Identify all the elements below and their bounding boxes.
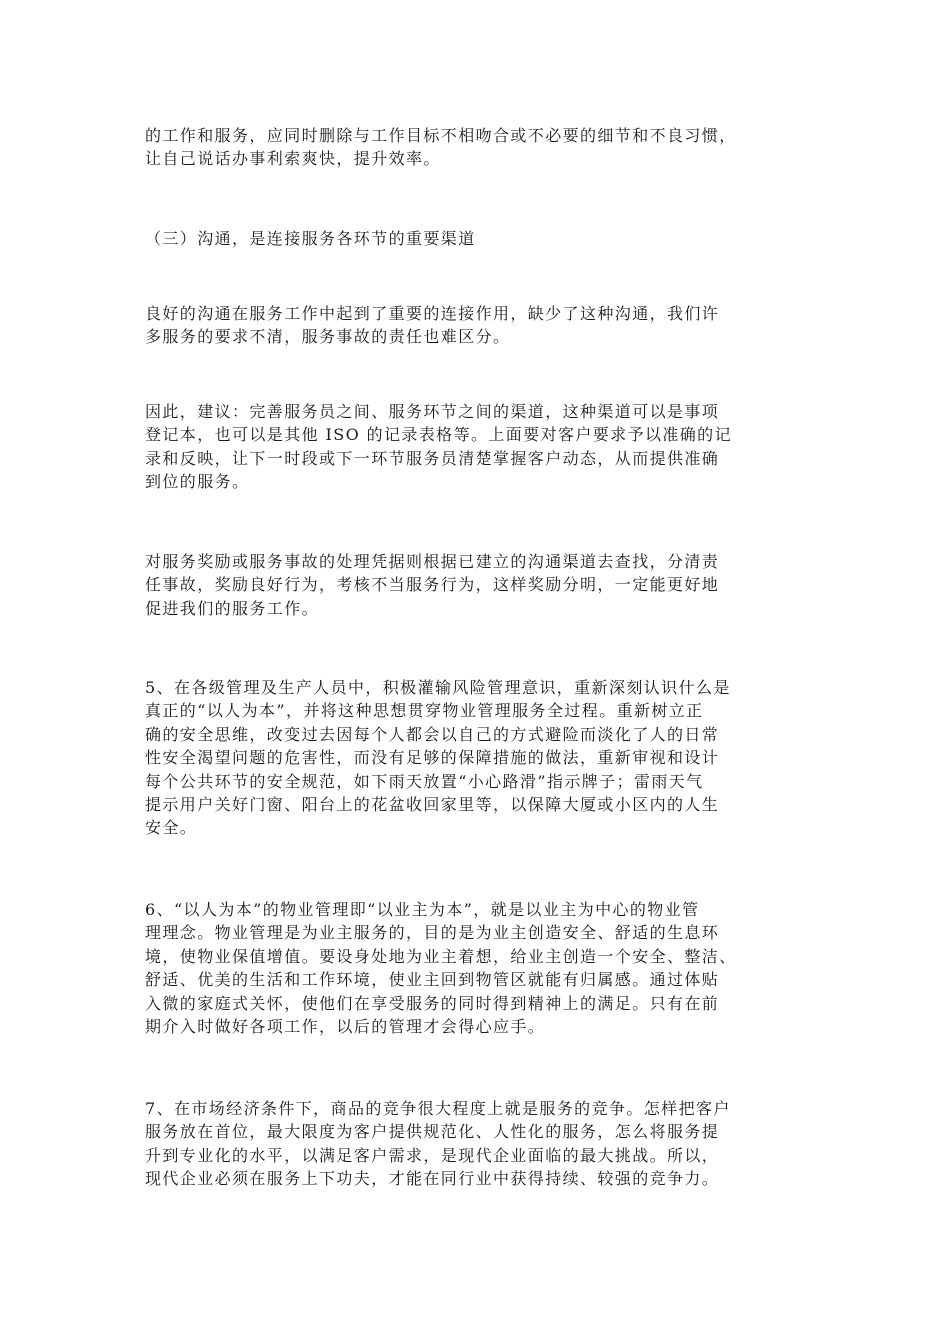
text-line: 多服务的要求不清，服务事故的责任也难区分。 xyxy=(145,327,511,347)
paragraph-item-5 xyxy=(145,676,815,840)
paragraph-reward-handling xyxy=(145,550,815,620)
paragraph-communication-role xyxy=(145,302,815,349)
text-line: 期介入时做好各项工作，以后的管理才会得心应手。 xyxy=(145,1017,546,1037)
text-line: 入微的家庭式关怀，使他们在享受服务的同时得到精神上的满足。只有在前 xyxy=(145,993,720,1013)
text-line: 舒适、优美的生活和工作环境，使业主回到物管区就能有归属感。通过体贴 xyxy=(145,970,720,990)
text-line: 性安全渴望问题的危害性，而没有足够的保障措施的做法，重新审视和设计 xyxy=(145,748,720,768)
text-line: 现代企业必须在服务上下功夫，才能在同行业中获得持续、较强的竞争力。 xyxy=(145,1169,720,1189)
text-line: 登记本，也可以是其他 ISO 的记录表格等。上面要对客户要求予以准确的记 xyxy=(145,425,732,445)
text-line: 提示用户关好门窗、阳台上的花盆收回家里等，以保障大厦或小区内的人生 xyxy=(145,795,720,815)
text-line: 到位的服务。 xyxy=(145,472,250,492)
text-line: 的工作和服务，应同时删除与工作目标不相吻合或不必要的细节和不良习惯， xyxy=(145,126,737,145)
text-line: 让自己说话办事利索爽快，提升效率。 xyxy=(145,149,441,169)
text-line: 境，使物业保值增值。要设身处地为业主着想，给业主创造一个安全、整洁、 xyxy=(145,946,737,966)
text-line: 理理念。物业管理是为业主服务的，目的是为业主创造安全、舒适的生息环 xyxy=(145,923,720,943)
text-line: 服务放在首位，最大限度为客户提供规范化、人性化的服务，怎么将服务提 xyxy=(145,1122,720,1142)
text-line: 每个公共环节的安全规范，如下雨天放置“小心路滑”指示牌子；雷雨天气 xyxy=(145,771,704,791)
section-heading-communication xyxy=(145,227,815,250)
text-line: 升到专业化的水平，以满足客户需求，是现代企业面临的最大挑战。所以， xyxy=(145,1145,720,1165)
heading-line: （三）沟通，是连接服务各环节的重要渠道 xyxy=(145,229,476,248)
paragraph-item-6 xyxy=(145,898,815,1038)
text-line: 录和反映，让下一时段或下一环节服务员清楚掌握客户动态，从而提供准确 xyxy=(145,448,720,468)
text-line: 7、在市场经济条件下，商品的竞争很大程度上就是服务的竞争。怎样把客户 xyxy=(145,1099,731,1118)
text-line: 真正的“以人为本”，并将这种思想贯穿物业管理服务全过程。重新树立正 xyxy=(145,701,704,721)
text-line: 确的安全思维，改变过去因每个人都会以自己的方式避险而淡化了人的日常 xyxy=(145,724,720,744)
text-line: 对服务奖励或服务事故的处理凭据则根据已建立的沟通渠道去查找，分清责 xyxy=(145,552,720,571)
text-line: 因此，建议：完善服务员之间、服务环节之间的渠道，这种渠道可以是事项 xyxy=(145,402,720,421)
paragraph-work-efficiency xyxy=(145,124,815,171)
paragraph-suggestion xyxy=(145,400,815,494)
paragraph-item-7 xyxy=(145,1097,815,1191)
text-line: 促进我们的服务工作。 xyxy=(145,598,320,618)
text-line: 5、在各级管理及生产人员中，积极灌输风险管理意识，重新深刻认识什么是 xyxy=(145,678,731,697)
text-line: 6、“以人为本”的物业管理即“以业主为本”，就是以业主为中心的物业管 xyxy=(145,900,700,919)
text-line: 良好的沟通在服务工作中起到了重要的连接作用，缺少了这种沟通，我们许 xyxy=(145,304,720,323)
text-line: 安全。 xyxy=(145,818,198,838)
text-line: 任事故，奖励良好行为，考核不当服务行为，这样奖励分明，一定能更好地 xyxy=(145,575,720,595)
